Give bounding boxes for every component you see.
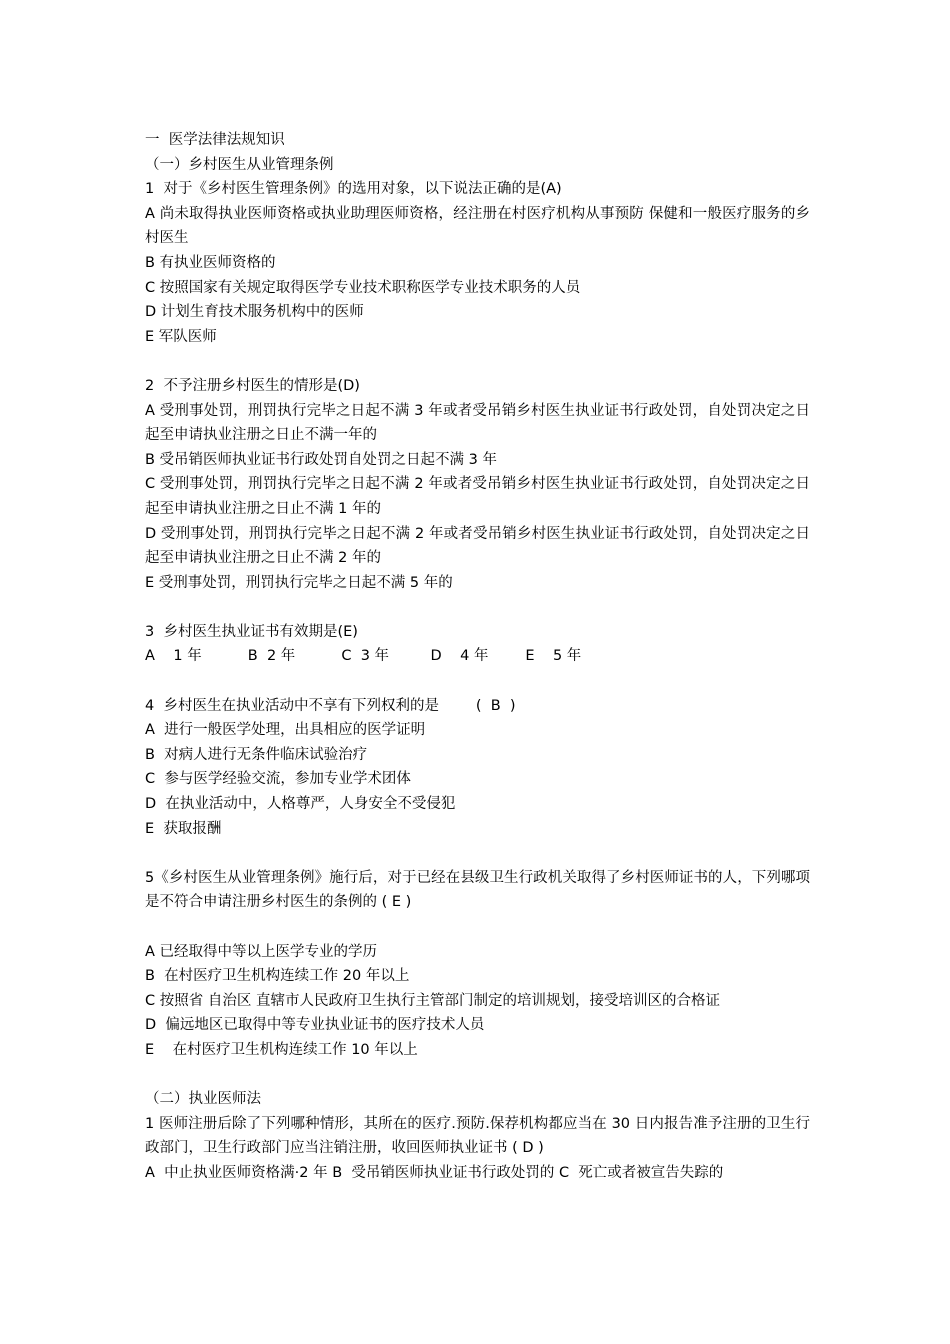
option-d: D 受刑事处罚，刑罚执行完毕之日起不满 2 年或者受吊销乡村医生执业证书行政处罚，自处罚决定之日起至申请执业注册之日止不满 2 年的 — [145, 525, 810, 567]
paragraph-gap — [145, 1063, 810, 1088]
question-block — [145, 1112, 810, 1186]
question-block — [145, 694, 810, 842]
option-e: E 军队医师 — [145, 328, 217, 345]
question-block — [145, 866, 810, 1063]
option-b: B 对病人进行无条件临床试验治疗 — [145, 746, 368, 763]
question-stem: 1 对于《乡村医生管理条例》的选用对象，以下说法正确的是(A) — [145, 181, 562, 198]
question-stem: 1 医师注册后除了下列哪种情形，其所在的医疗.预防.保荐机构都应当在 30 日内报告准予注册的卫生行政部门，卫生行政部门应当注销注册，收回医师执业证书 ( D ) — [145, 1115, 810, 1157]
question-stem: 2 不予注册乡村医生的情形是(D) — [145, 377, 360, 394]
option-d: D 在执业活动中，人格尊严，人身安全不受侵犯 — [145, 796, 456, 813]
paragraph-gap — [145, 595, 810, 620]
question-block — [145, 620, 810, 669]
question-stem: 5《乡村医生从业管理条例》施行后，对于已经在县级卫生行政机关取得了乡村医师证书的人，下列哪项是不符合申请注册乡村医生的条例的 ( E ) — [145, 869, 810, 911]
option-a: A 尚未取得执业医师资格或执业助理医师资格，经注册在村医疗机构从事预防 保健和一般医疗服务的乡村医生 — [145, 205, 810, 247]
option-b: B 有执业医师资格的 — [145, 254, 276, 271]
paragraph-gap — [145, 349, 810, 374]
option-row: A 中止执业医师资格满·2 年 B 受吊销医师执业证书行政处罚的 C 死亡或者被宣告失踪的 — [145, 1164, 724, 1181]
question-stem: 4 乡村医生在执业活动中不享有下列权利的是 ( B ) — [145, 697, 516, 714]
document-heading: 一 医学法律法规知识 — [145, 132, 285, 148]
paragraph-gap — [145, 669, 810, 694]
section-title: （一）乡村医生从业管理条例 — [145, 156, 334, 173]
option-d: D 偏远地区已取得中等专业执业证书的医疗技术人员 — [145, 1017, 485, 1034]
option-b: B 受吊销医师执业证书行政处罚自处罚之日起不满 3 年 — [145, 451, 497, 468]
option-c: C 参与医学经验交流，参加专业学术团体 — [145, 771, 411, 788]
option-row: A 1 年 B 2 年 C 3 年 D 4 年 E 5 年 — [145, 648, 582, 665]
question-block — [145, 374, 810, 595]
document-page — [145, 128, 810, 1186]
option-c: C 按照国家有关规定取得医学专业技术职称医学专业技术职务的人员 — [145, 279, 581, 296]
option-a: A 受刑事处罚，刑罚执行完毕之日起不满 3 年或者受吊销乡村医生执业证书行政处罚，自处罚决定之日起至申请执业注册之日止不满一年的 — [145, 402, 810, 444]
option-a: A 已经取得中等以上医学专业的学历 — [145, 943, 378, 960]
option-c: C 按照省 自治区 直辖市人民政府卫生执行主管部门制定的培训规划，接受培训区的合格证 — [145, 992, 720, 1009]
option-a: A 进行一般医学处理，出具相应的医学证明 — [145, 722, 426, 739]
paragraph-gap — [145, 841, 810, 866]
question-stem: 3 乡村医生执业证书有效期是(E) — [145, 623, 358, 640]
section-title: （二）执业医师法 — [145, 1091, 261, 1108]
option-c: C 受刑事处罚，刑罚执行完毕之日起不满 2 年或者受吊销乡村医生执业证书行政处罚，自处罚决定之日起至申请执业注册之日止不满 1 年的 — [145, 476, 810, 517]
question-block — [145, 177, 810, 349]
option-e: E 在村医疗卫生机构连续工作 10 年以上 — [145, 1041, 418, 1058]
paragraph-gap — [145, 915, 810, 940]
option-d: D 计划生育技术服务机构中的医师 — [145, 304, 364, 321]
option-e: E 获取报酬 — [145, 820, 222, 837]
option-e: E 受刑事处罚，刑罚执行完毕之日起不满 5 年的 — [145, 574, 453, 591]
option-b: B 在村医疗卫生机构连续工作 20 年以上 — [145, 968, 410, 985]
